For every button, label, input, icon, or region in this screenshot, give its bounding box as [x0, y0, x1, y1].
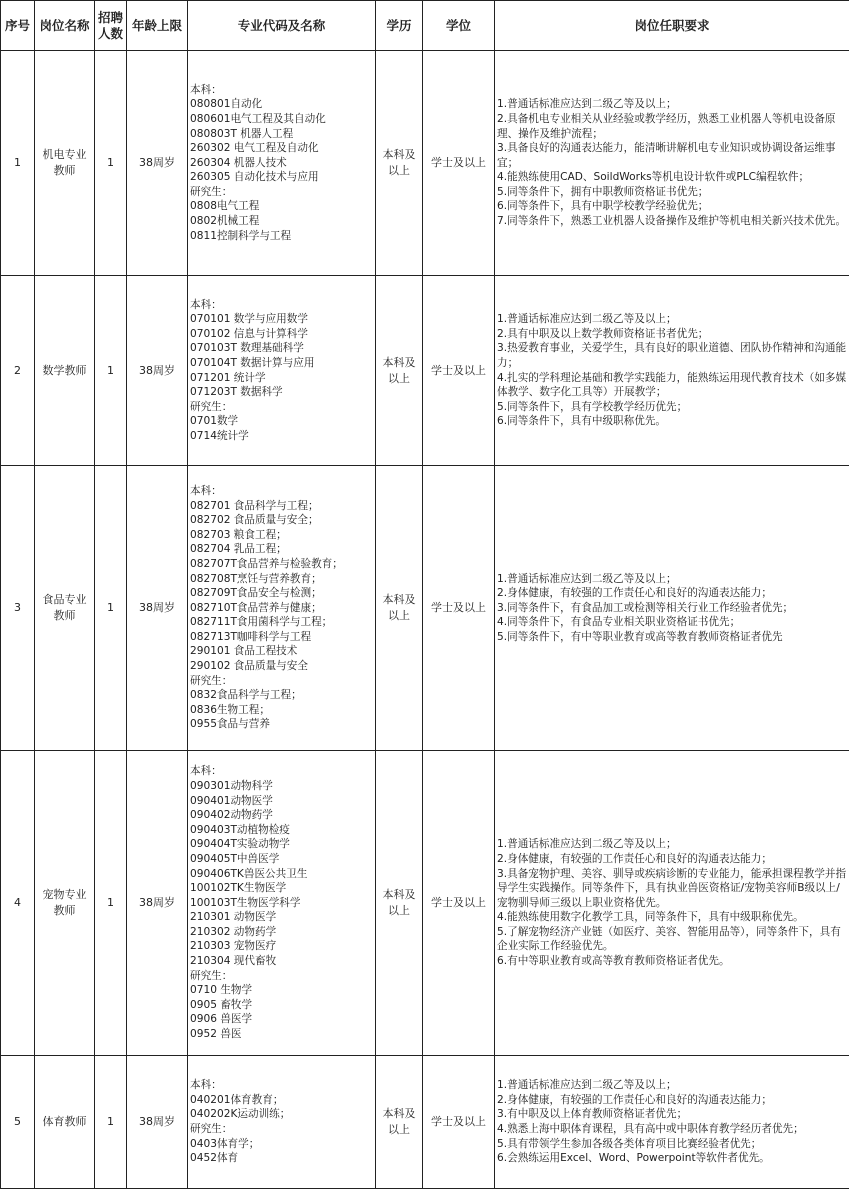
major-item: 0701数学: [190, 415, 239, 428]
requirement-item: 1.普通话标准应达到二级乙等及以上；: [497, 838, 677, 851]
education: 本科及以上: [376, 51, 423, 276]
major-item: 082704 乳品工程；: [190, 543, 287, 556]
hire-count: 1: [95, 466, 127, 751]
age-limit: 38周岁: [127, 466, 188, 751]
majors-cell: [188, 751, 376, 1056]
major-item: 090403T动植物检疫: [190, 823, 290, 836]
major-item: 082702 食品质量与安全；: [190, 514, 319, 527]
major-item: 070102 信息与计算科学: [190, 327, 308, 340]
education: 本科及以上: [376, 1056, 423, 1189]
major-item: 090406TK兽医公共卫生: [190, 867, 308, 880]
requirement-item: 2.身体健康，有较强的工作责任心和良好的沟通表达能力；: [497, 852, 772, 865]
major-item: 0808电气工程: [190, 200, 260, 213]
major-item: 本科：: [190, 1079, 222, 1092]
degree: 学士及以上: [423, 751, 495, 1056]
header-age: 年龄上限: [127, 1, 188, 51]
major-item: 090405T中兽医学: [190, 852, 280, 865]
major-item: 210303 宠物医疗: [190, 940, 277, 953]
education: 本科及以上: [376, 466, 423, 751]
position-name: 体育教师: [35, 1056, 95, 1189]
table-row: [1, 276, 849, 466]
requirements-cell: [495, 276, 849, 466]
requirement-item: 2.具有中职及以上数学教师资格证书者优先；: [497, 327, 709, 340]
requirement-item: 2.具备机电专业相关从业经验或教学经历，熟悉工业机器人等机电设备原理、操作及维护流程；: [497, 112, 836, 140]
major-item: 082701 食品科学与工程；: [190, 499, 319, 512]
major-item: 040201体育教育；: [190, 1093, 284, 1106]
requirement-item: 5.了解宠物经济产业链（如医疗、美容、智能用品等），同等条件下，具有企业实际工作经验优先。: [497, 925, 841, 953]
major-item: 0952 兽医: [190, 1028, 242, 1041]
major-item: 082710T食品营养与健康；: [190, 601, 322, 614]
degree: 学士及以上: [423, 1056, 495, 1189]
major-item: 070104T 数据计算与应用: [190, 356, 315, 369]
major-item: 研究生：: [190, 400, 233, 413]
requirement-item: 1.普通话标准应达到二级乙等及以上；: [497, 1079, 677, 1092]
major-item: 082713T咖啡科学与工程: [190, 630, 312, 643]
majors-cell: [188, 466, 376, 751]
major-item: 0832食品科学与工程；: [190, 689, 302, 702]
requirements-cell: [495, 466, 849, 751]
major-item: 082711T食用菌科学与工程；: [190, 616, 333, 629]
major-item: 研究生：: [190, 674, 233, 687]
age-limit: 38周岁: [127, 1056, 188, 1189]
requirement-item: 3.热爱教育事业，关爱学生，具有良好的职业道德、团队协作精神和沟通能力；: [497, 342, 847, 369]
degree: 学士及以上: [423, 466, 495, 751]
major-item: 本科：: [190, 83, 222, 96]
header-position: 岗位名称: [35, 1, 95, 51]
education: 本科及以上: [376, 751, 423, 1056]
degree: 学士及以上: [423, 51, 495, 276]
major-item: 0710 生物学: [190, 984, 253, 997]
major-item: 本科：: [190, 298, 222, 311]
header-row: [1, 1, 849, 51]
major-item: 260304 机器人技术: [190, 156, 287, 169]
majors-cell: [188, 51, 376, 276]
major-item: 090301动物科学: [190, 779, 273, 792]
requirement-item: 5.具有带领学生参加各级各类体育项目比赛经验者优先；: [497, 1137, 762, 1150]
majors-cell: [188, 1056, 376, 1189]
requirement-item: 1.普通话标准应达到二级乙等及以上；: [497, 98, 677, 111]
requirement-item: 7.同等条件下，熟悉工业机器人设备操作及维护等机电相关新兴技术优先。: [497, 215, 847, 228]
requirement-item: 4.能熟练使用数字化教学工具，同等条件下，具有中级职称优先。: [497, 911, 804, 924]
major-item: 071203T 数据科学: [190, 386, 283, 399]
major-item: 100103T生物医学科学: [190, 896, 301, 909]
table-row: [1, 1056, 849, 1189]
position-name: 宠物专业教师: [35, 751, 95, 1056]
requirement-item: 4.扎实的学科理论基础和教学实践能力，能熟练运用现代教育技术（如多媒体教学、数字化工具等）开展教学；: [497, 371, 847, 399]
requirement-item: 2.身体健康，有较强的工作责任心和良好的沟通表达能力；: [497, 1093, 772, 1106]
age-limit: 38周岁: [127, 51, 188, 276]
position-name: 数学教师: [35, 276, 95, 466]
major-item: 研究生：: [190, 969, 233, 982]
major-item: 0452体育: [190, 1152, 239, 1165]
major-item: 080601电气工程及其自动化: [190, 112, 326, 125]
requirement-item: 3.有中职及以上体育教师资格证者优先；: [497, 1108, 688, 1121]
major-item: 260302 电气工程及自动化: [190, 142, 319, 155]
requirement-item: 1.普通话标准应达到二级乙等及以上；: [497, 313, 677, 326]
major-item: 0905 畜牧学: [190, 998, 253, 1011]
major-item: 040202K运动训练；: [190, 1108, 291, 1121]
major-item: 082703 粮食工程；: [190, 528, 287, 541]
major-item: 0714统计学: [190, 429, 249, 442]
position-name: 食品专业教师: [35, 466, 95, 751]
majors-cell: [188, 276, 376, 466]
major-item: 100102TK生物医学: [190, 882, 287, 895]
major-item: 本科：: [190, 484, 222, 497]
row-no: 1: [1, 51, 35, 276]
major-item: 090402动物药学: [190, 809, 273, 822]
requirement-item: 1.普通话标准应达到二级乙等及以上；: [497, 572, 677, 585]
major-item: 210304 现代畜牧: [190, 955, 277, 968]
requirement-item: 5.同等条件下，具有学校教学经历优先；: [497, 400, 688, 413]
header-majors: 专业代码及名称: [188, 1, 376, 51]
major-item: 研究生：: [190, 1123, 233, 1135]
row-no: 5: [1, 1056, 35, 1189]
major-item: 080803T 机器人工程: [190, 127, 294, 140]
major-item: 071201 统计学: [190, 371, 266, 384]
major-item: 082708T烹饪与营养教育；: [190, 572, 322, 585]
major-item: 本科：: [190, 765, 222, 778]
age-limit: 38周岁: [127, 751, 188, 1056]
requirement-item: 6.会熟练运用Excel、Word、Powerpoint等软件者优先。: [497, 1152, 770, 1165]
major-item: 210302 动物药学: [190, 925, 277, 938]
table-row: [1, 751, 849, 1056]
requirement-item: 5.同等条件下，拥有中职教师资格证书优先；: [497, 185, 709, 198]
degree: 学士及以上: [423, 276, 495, 466]
hire-count: 1: [95, 276, 127, 466]
requirement-item: 3.具备良好的沟通表达能力，能清晰讲解机电专业知识或协调设备运维事宜；: [497, 142, 836, 169]
major-item: 0836生物工程；: [190, 703, 270, 716]
major-item: 090401动物医学: [190, 794, 273, 807]
major-item: 0403体育学；: [190, 1137, 260, 1150]
header-no: 序号: [1, 1, 35, 51]
table-row: [1, 51, 849, 276]
major-item: 0811控制科学与工程: [190, 229, 292, 242]
requirements-cell: [495, 51, 849, 276]
requirement-item: 4.能熟练使用CAD、SoildWorks等机电设计软件或PLC编程软件；: [497, 171, 810, 184]
major-item: 090404T实验动物学: [190, 838, 290, 851]
major-item: 070103T 数理基础科学: [190, 342, 304, 355]
header-education: 学历: [376, 1, 423, 51]
requirement-item: 3.同等条件下，有食品加工或检测等相关行业工作经验者优先；: [497, 601, 794, 614]
header-degree: 学位: [423, 1, 495, 51]
major-item: 290101 食品工程技术: [190, 645, 298, 658]
major-item: 082707T食品营养与检验教育；: [190, 557, 343, 570]
age-limit: 38周岁: [127, 276, 188, 466]
major-item: 0906 兽医学: [190, 1013, 253, 1026]
requirements-cell: [495, 751, 849, 1056]
header-requirements: 岗位任职要求: [495, 1, 849, 51]
requirement-item: 5.同等条件下，有中等职业教育或高等教育教师资格证者优先: [497, 630, 783, 643]
requirement-item: 6.有中等职业教育或高等教育教师资格证者优先。: [497, 955, 730, 968]
hire-count: 1: [95, 51, 127, 276]
major-item: 0955食品与营养: [190, 718, 270, 731]
major-item: 210301 动物医学: [190, 911, 277, 924]
requirement-item: 4.熟悉上海中职体育课程，具有高中或中职体育教学经历者优先；: [497, 1123, 804, 1135]
major-item: 082709T食品安全与检测；: [190, 587, 322, 600]
requirements-cell: [495, 1056, 849, 1189]
major-item: 080801自动化: [190, 98, 263, 111]
major-item: 0802机械工程: [190, 215, 260, 228]
education: 本科及以上: [376, 276, 423, 466]
requirement-item: 4.同等条件下，有食品专业相关职业资格证书优先；: [497, 616, 741, 629]
major-item: 260305 自动化技术与应用: [190, 171, 319, 184]
major-item: 290102 食品质量与安全: [190, 660, 308, 673]
requirement-item: 2.身体健康，有较强的工作责任心和良好的沟通表达能力；: [497, 587, 772, 600]
requirement-item: 6.同等条件下，具有中级职称优先。: [497, 415, 667, 428]
requirement-item: 6.同等条件下，具有中职学校教学经验优先；: [497, 200, 709, 213]
requirement-item: 3.具备宠物护理、美容、驯导或疾病诊断的专业能力，能承担课程教学并指导学生实践操作。同等条件下，具有执业兽医资格证/宠物美容师B级以上/宠物驯导师三级以上职业资格优先。: [497, 867, 847, 909]
major-item: 070101 数学与应用数学: [190, 313, 308, 326]
header-count: 招聘人数: [95, 1, 127, 51]
row-no: 2: [1, 276, 35, 466]
row-no: 4: [1, 751, 35, 1056]
position-name: 机电专业教师: [35, 51, 95, 276]
major-item: 研究生：: [190, 185, 233, 198]
hire-count: 1: [95, 1056, 127, 1189]
hire-count: 1: [95, 751, 127, 1056]
row-no: 3: [1, 466, 35, 751]
table-row: [1, 466, 849, 751]
